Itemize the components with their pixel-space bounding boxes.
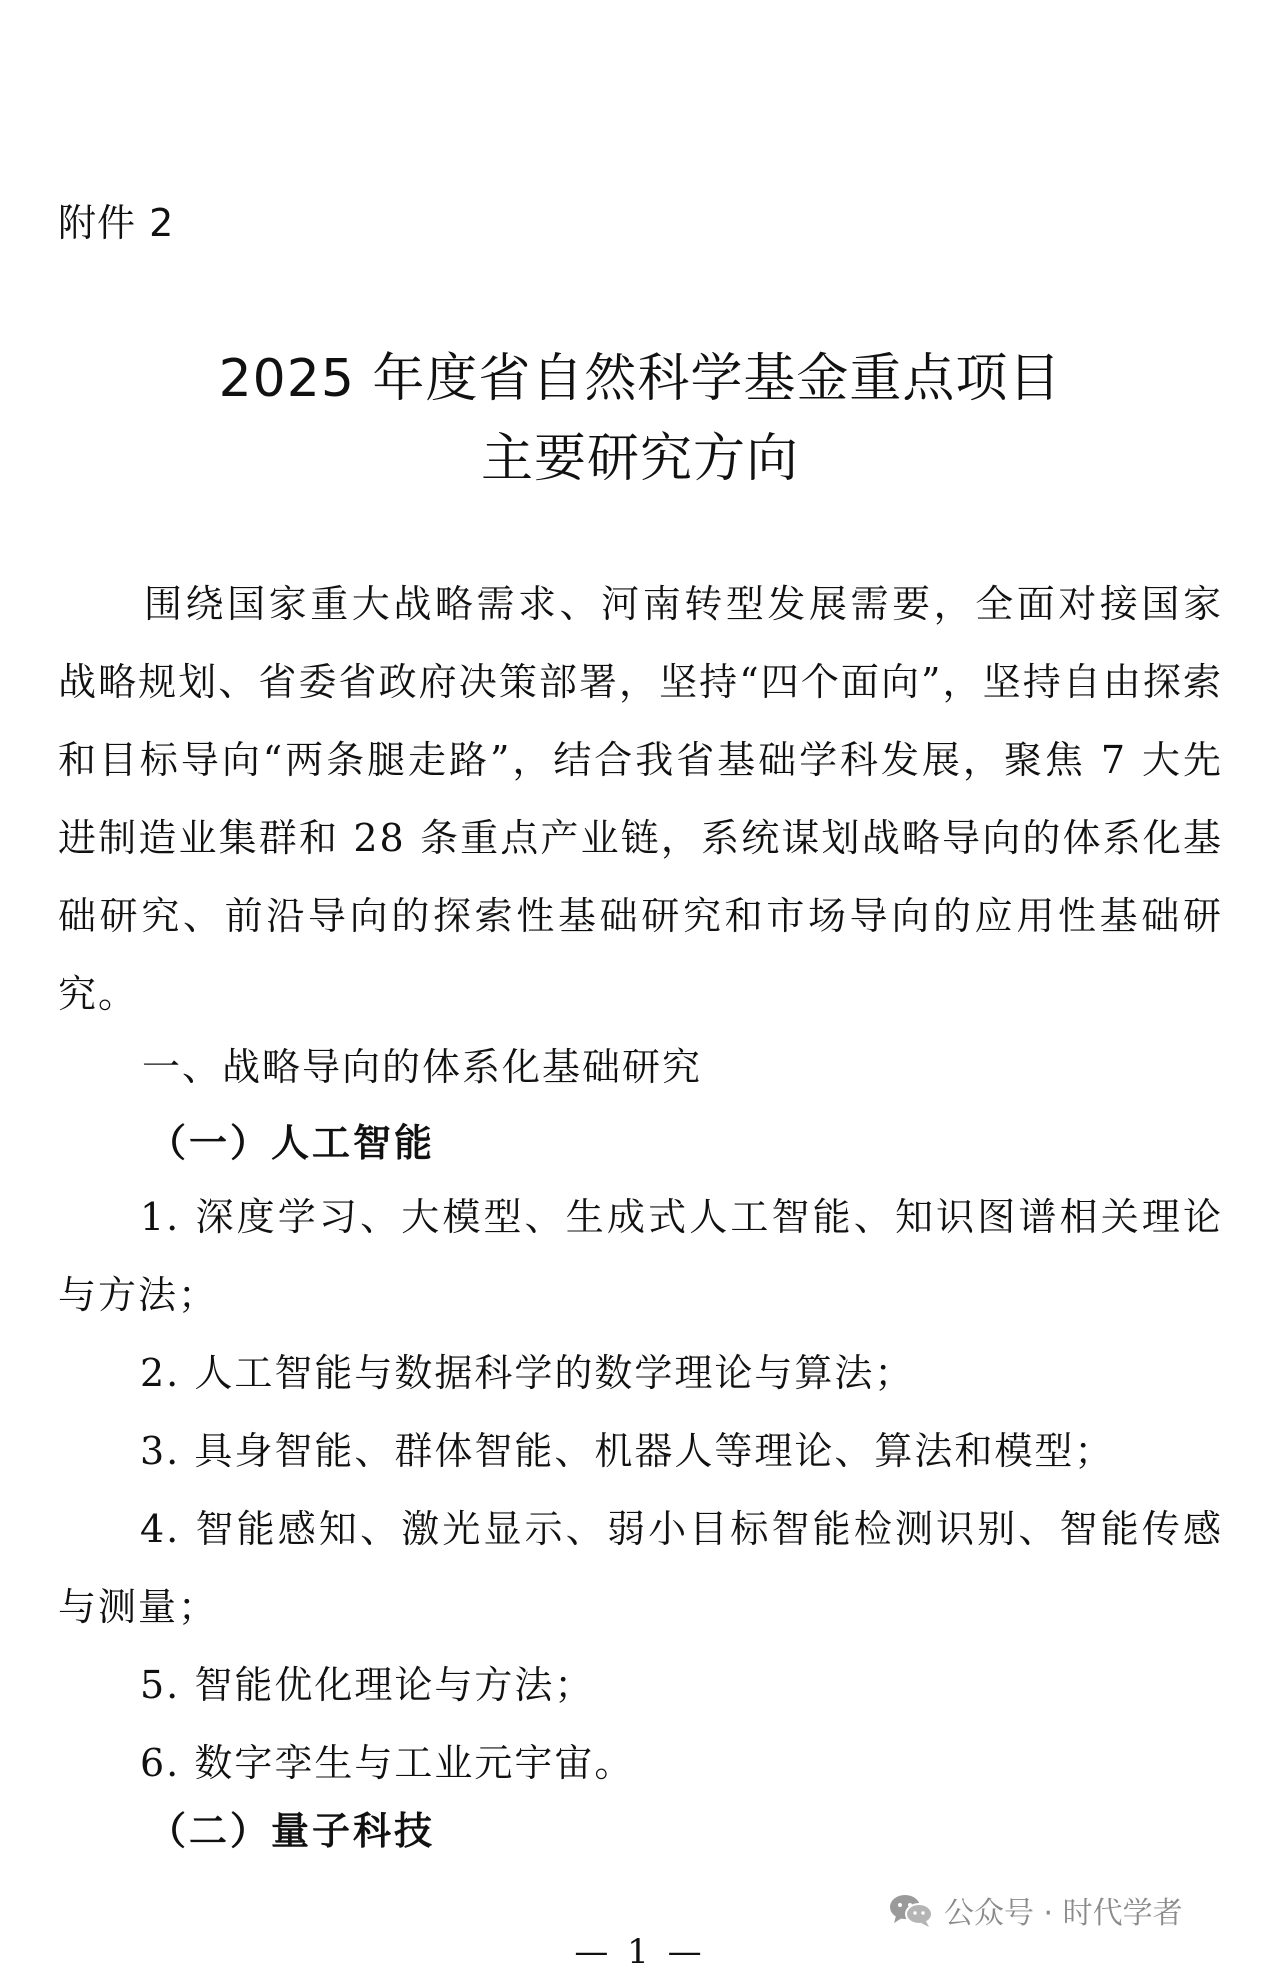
list-item: 2. 人工智能与数据科学的数学理论与算法； xyxy=(140,1351,915,1395)
page-number: — 1 — xyxy=(574,1932,706,1972)
list-item: 3. 具身智能、群体智能、机器人等理论、算法和模型； xyxy=(140,1429,1115,1473)
ai-research-list xyxy=(58,1178,1223,1802)
watermark-text: 公众号 · 时代学者 xyxy=(944,1896,1183,1931)
subsection-heading-quantum: （二）量子科技 xyxy=(148,1809,436,1853)
list-item: 5. 智能优化理论与方法； xyxy=(140,1663,595,1707)
document-title-line2: 主要研究方向 xyxy=(480,429,799,489)
list-item: 6. 数字孪生与工业元宇宙。 xyxy=(140,1741,635,1785)
wechat-watermark xyxy=(888,1888,1183,1932)
subsection-heading-ai: （一）人工智能 xyxy=(148,1121,436,1165)
document-title-line1: 2025 年度省自然科学基金重点项目 xyxy=(218,349,1062,409)
section-heading-strategic-research: 一、战略导向的体系化基础研究 xyxy=(142,1045,703,1089)
list-item: 4. 智能感知、激光显示、弱小目标智能检测识别、智能传感与测量； xyxy=(58,1507,1223,1629)
intro-paragraph: 围绕国家重大战略需求、河南转型发展需要，全面对接国家战略规划、省委省政府决策部署，坚持“四个面向”，坚持自由探索和目标导向“两条腿走路”，结合我省基础学科发展，聚焦 7 大先进制造业集群和 28 条重点产业链，系统谋划战略导向的体系化基础研究、前沿导向的探索性基础研究和市场导向的应用性基础研究。 xyxy=(58,582,1223,1016)
list-item: 1. 深度学习、大模型、生成式人工智能、知识图谱相关理论与方法； xyxy=(58,1195,1223,1317)
attachment-label: 附件 2 xyxy=(58,201,175,245)
wechat-icon xyxy=(888,1892,934,1928)
